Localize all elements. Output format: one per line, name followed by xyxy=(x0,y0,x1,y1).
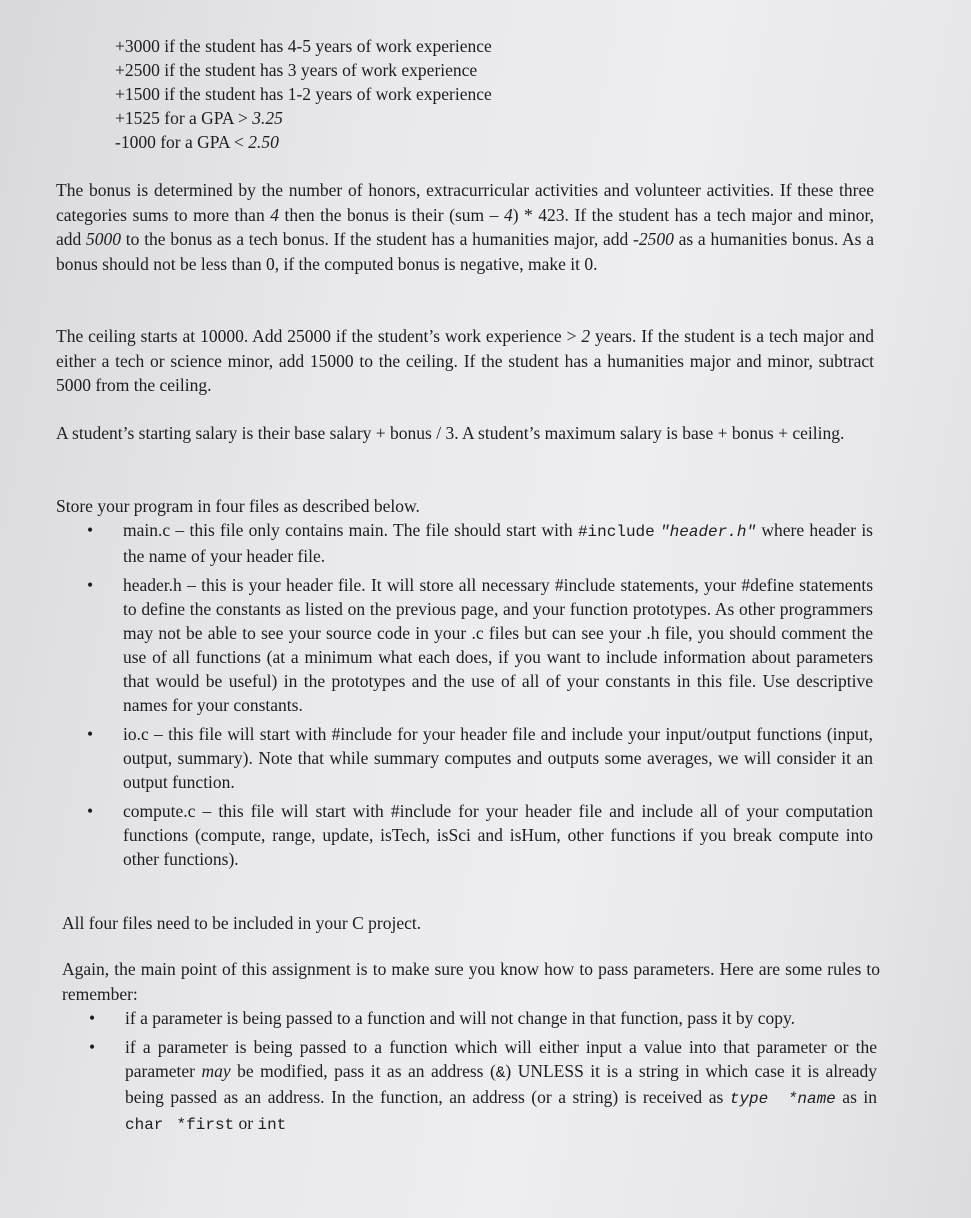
file-item-header: • header.h – this is your header file. It will store all necessary #include statements, your #define statements to define the constants as listed on the previous page, and your function prototypes. As other programmers may not be able to see your source code in your .c files but can see your .h file, you should comment the use of all functions (at a minimum what each does, if you want to include information about parameters that would be useful) in the prototypes and the use of all of your constants in this file. Use descriptive names for your constants. xyxy=(87,575,873,715)
rules-list xyxy=(89,1006,878,1137)
gpa-item: +1525 for a GPA > 3.25 xyxy=(115,108,283,128)
gpa-item: -1000 for a GPA < 2.50 xyxy=(115,132,279,152)
parameters-intro: Again, the main point of this assignment is to make sure you know how to pass parameters. Here are some rules to remember: xyxy=(62,959,880,1004)
salary-paragraph: A student’s starting salary is their base salary + bonus / 3. A student’s maximum salary is base + bonus + ceiling. xyxy=(56,423,845,443)
experience-item: +2500 if the student has 3 years of work experience xyxy=(115,60,478,80)
store-intro: Store your program in four files as described below. xyxy=(56,496,420,516)
file-item-io: • io.c – this file will start with #include for your header file and include your input/output functions (input, output, summary). Note that while summary computes and outputs some averages, we will consider it an output function. xyxy=(87,724,873,792)
bonus-paragraph: The bonus is determined by the number of honors, extracurricular activities and volunteer activities. If these three categories sums to more than 4 then the bonus is their (sum – 4) * 423. If the student has a tech major and minor, add 5000 to the bonus as a tech bonus. If the student has a humanities major, add -2500 as a humanities bonus. As a bonus should not be less than 0, if the computed bonus is negative, make it 0. xyxy=(56,180,874,274)
file-item-main: • main.c – this file only contains main. The file should start with #include "header.h" where header is the name of your header file. xyxy=(87,520,873,566)
ceiling-paragraph: The ceiling starts at 10000. Add 25000 if the student’s work experience > 2 years. If the student is a tech major and either a tech or science minor, add 15000 to the ceiling. If the student has a humanities major and minor, subtract 5000 from the ceiling. xyxy=(56,326,874,395)
file-item-compute: • compute.c – this file will start with #include for your header file and include all of your computation functions (compute, range, update, isTech, isSci and isHum, other functions if you break compute into other functions). xyxy=(87,801,873,869)
experience-item: +3000 if the student has 4-5 years of work experience xyxy=(115,36,492,56)
files-list xyxy=(87,518,873,871)
criteria-list xyxy=(115,34,492,154)
experience-item: +1500 if the student has 1-2 years of work experience xyxy=(115,84,492,104)
all-files-note: All four files need to be included in your C project. xyxy=(62,913,422,933)
rule-address: • if a parameter is being passed to a function which will either input a value into that parameter or the parameter may be modified, pass it as an address (&) UNLESS it is a string in which case it is already being passed as an address. In the function, an address (or a string) is received as type *name as in char *first or int xyxy=(89,1037,878,1134)
rule-copy: • if a parameter is being passed to a function and will not change in that function, pass it by copy. xyxy=(89,1008,796,1028)
